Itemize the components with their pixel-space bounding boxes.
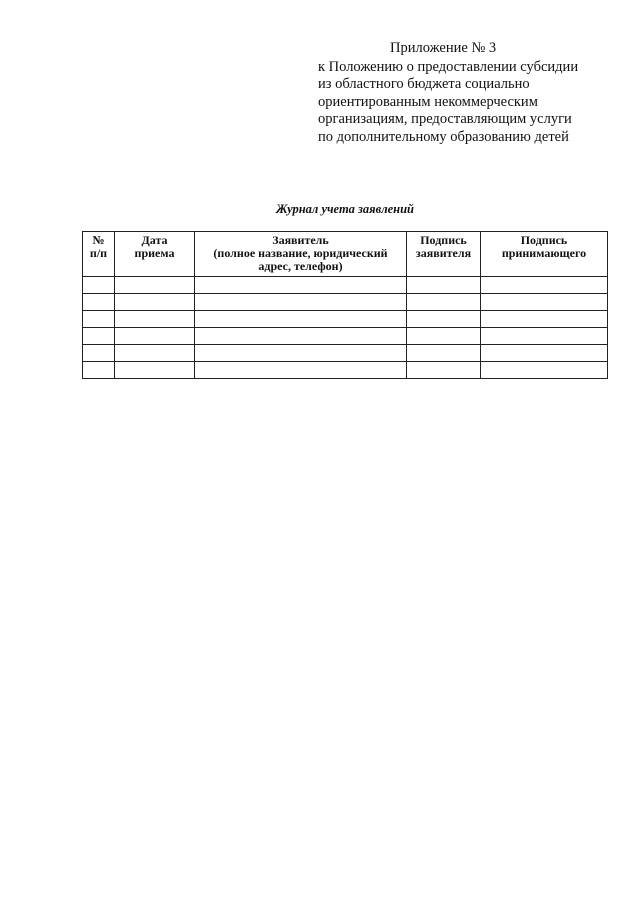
table-cell[interactable] (115, 277, 195, 294)
table-header-row (83, 232, 608, 277)
table-cell[interactable] (195, 362, 407, 379)
appendix-text (318, 59, 578, 146)
table-cell[interactable] (407, 345, 481, 362)
header-line: № (92, 233, 105, 247)
appendix-line: по дополнительному образованию детей (318, 128, 569, 145)
header-line: п/п (89, 246, 108, 260)
table-cell[interactable] (407, 277, 481, 294)
table-row (83, 345, 608, 362)
appendix-title: Приложение № 3 (390, 40, 497, 56)
table-cell[interactable] (83, 277, 115, 294)
journal-title: Журнал учета заявлений (275, 202, 414, 216)
table-cell[interactable] (115, 311, 195, 328)
table-cell[interactable] (195, 311, 407, 328)
table-cell[interactable] (115, 362, 195, 379)
table-cell[interactable] (407, 311, 481, 328)
table-row (83, 362, 608, 379)
table-row (83, 311, 608, 328)
table-cell[interactable] (407, 294, 481, 311)
table-cell[interactable] (481, 362, 608, 379)
table-cell[interactable] (83, 294, 115, 311)
table-cell[interactable] (83, 311, 115, 328)
header-line: приема (134, 246, 175, 260)
column-header-applicant (195, 232, 407, 277)
table-cell[interactable] (195, 277, 407, 294)
table-cell[interactable] (407, 328, 481, 345)
appendix-line: ориентированным некоммерческим (318, 93, 538, 110)
table-cell[interactable] (481, 311, 608, 328)
column-header-date (115, 232, 195, 277)
table-cell[interactable] (481, 294, 608, 311)
table-cell[interactable] (481, 345, 608, 362)
table-cell[interactable] (195, 328, 407, 345)
table-cell[interactable] (407, 362, 481, 379)
table-cell[interactable] (83, 328, 115, 345)
header-line: Подпись (420, 233, 467, 247)
table-cell[interactable] (115, 294, 195, 311)
appendix-line: из областного бюджета социально (318, 76, 530, 93)
appendix-line: организациям, предоставляющим услуги (318, 111, 572, 128)
table-cell[interactable] (115, 345, 195, 362)
column-header-applicant-signature (407, 232, 481, 277)
header-line: Заявитель (272, 233, 329, 247)
header-line: Подпись (520, 233, 568, 247)
table-cell[interactable] (195, 345, 407, 362)
table-row (83, 294, 608, 311)
column-header-number (83, 232, 115, 277)
header-line: Дата (141, 233, 168, 247)
table-cell[interactable] (115, 328, 195, 345)
table-cell[interactable] (195, 294, 407, 311)
table-row (83, 277, 608, 294)
table-cell[interactable] (481, 328, 608, 345)
header-line: (полное название, юридический (213, 246, 388, 260)
appendix-line: к Положению о предоставлении субсидии (318, 59, 579, 75)
header-line: принимающего (501, 246, 587, 260)
header-line: адрес, телефон) (258, 259, 343, 273)
table-cell[interactable] (83, 345, 115, 362)
table-cell[interactable] (481, 277, 608, 294)
journal-table (82, 231, 608, 379)
table-cell[interactable] (83, 362, 115, 379)
column-header-receiver-signature (481, 232, 608, 277)
header-line: заявителя (415, 246, 472, 260)
table-row (83, 328, 608, 345)
